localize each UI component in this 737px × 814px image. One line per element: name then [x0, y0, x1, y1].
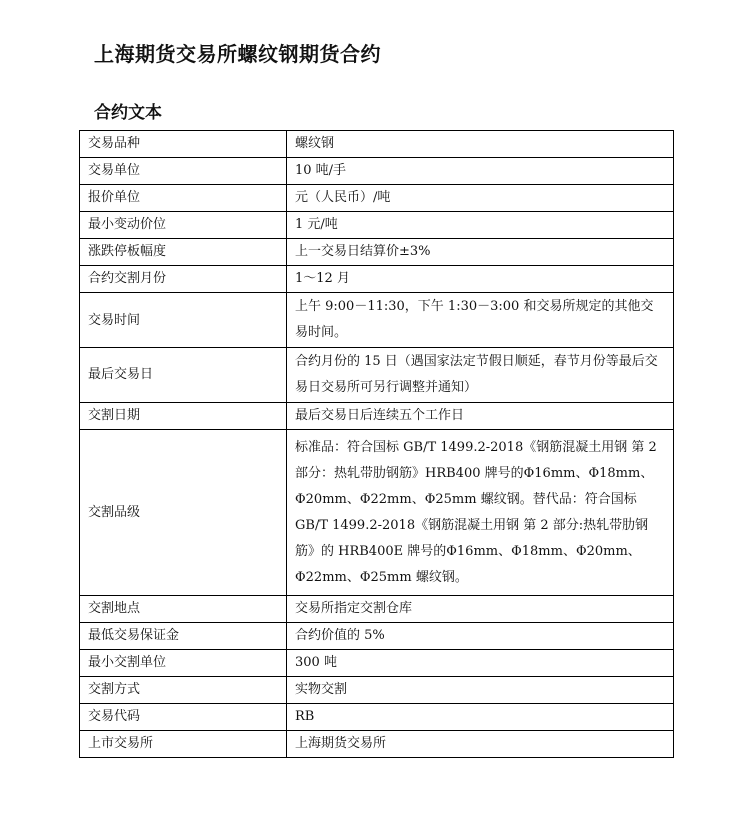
- row-value: 标准品：符合国标 GB/T 1499.2-2018《钢筋混凝土用钢 第 2 部分：热轧带肋钢筋》HRB400 牌号的Φ16mm、Φ18mm、Φ20mm、Φ22mm、Φ25mm 螺纹钢。替代品：符合国标 GB/T 1499.2-2018《钢筋混凝土用钢 第 2 部分:热轧带肋钢筋》的 HRB400E 牌号的Φ16mm、Φ18mm、Φ20mm、Φ22mm、Φ25mm 螺纹钢。: [287, 430, 674, 596]
- row-value: 最后交易日后连续五个工作日: [287, 403, 674, 430]
- table-row: [80, 677, 674, 704]
- row-label: 交易时间: [80, 293, 287, 348]
- document-title: 上海期货交易所螺纹钢期货合约: [94, 42, 381, 66]
- row-label: 合约交割月份: [80, 266, 287, 293]
- row-value: 上午 9:00－11:30，下午 1:30－3:00 和交易所规定的其他交易时间。: [287, 293, 674, 348]
- row-value: 1 元/吨: [287, 212, 674, 239]
- row-label: 交易单位: [80, 158, 287, 185]
- row-value: 螺纹钢: [287, 131, 674, 158]
- table-row: [80, 596, 674, 623]
- row-label: 最低交易保证金: [80, 623, 287, 650]
- table-row: [80, 403, 674, 430]
- row-label: 交割日期: [80, 403, 287, 430]
- row-label: 交易品种: [80, 131, 287, 158]
- row-label: 交割方式: [80, 677, 287, 704]
- row-value: 合约价值的 5%: [287, 623, 674, 650]
- table-row: [80, 266, 674, 293]
- row-label: 最后交易日: [80, 348, 287, 403]
- row-label: 交割品级: [80, 430, 287, 596]
- row-value: RB: [287, 704, 674, 731]
- contract-table: [79, 130, 674, 758]
- row-value: 10 吨/手: [287, 158, 674, 185]
- row-label: 上市交易所: [80, 731, 287, 758]
- row-label: 最小交割单位: [80, 650, 287, 677]
- row-value: 交易所指定交割仓库: [287, 596, 674, 623]
- row-label: 交割地点: [80, 596, 287, 623]
- row-value: 上一交易日结算价±3%: [287, 239, 674, 266]
- table-row: [80, 158, 674, 185]
- table-row: [80, 348, 674, 403]
- row-value: 300 吨: [287, 650, 674, 677]
- row-label: 交易代码: [80, 704, 287, 731]
- row-value: 元（人民币）/吨: [287, 185, 674, 212]
- table-row: [80, 704, 674, 731]
- table-row: [80, 650, 674, 677]
- table-row: [80, 131, 674, 158]
- table-row: [80, 293, 674, 348]
- row-label: 涨跌停板幅度: [80, 239, 287, 266]
- table-row: [80, 185, 674, 212]
- row-value: 合约月份的 15 日（遇国家法定节假日顺延，春节月份等最后交易日交易所可另行调整并通知）: [287, 348, 674, 403]
- row-label: 最小变动价位: [80, 212, 287, 239]
- row-value: 1～12 月: [287, 266, 674, 293]
- row-value: 实物交割: [287, 677, 674, 704]
- table-row: [80, 731, 674, 758]
- table-row: [80, 212, 674, 239]
- row-value: 上海期货交易所: [287, 731, 674, 758]
- table-row: [80, 239, 674, 266]
- row-label: 报价单位: [80, 185, 287, 212]
- section-title: 合约文本: [94, 103, 162, 123]
- table-row: [80, 623, 674, 650]
- table-row: [80, 430, 674, 596]
